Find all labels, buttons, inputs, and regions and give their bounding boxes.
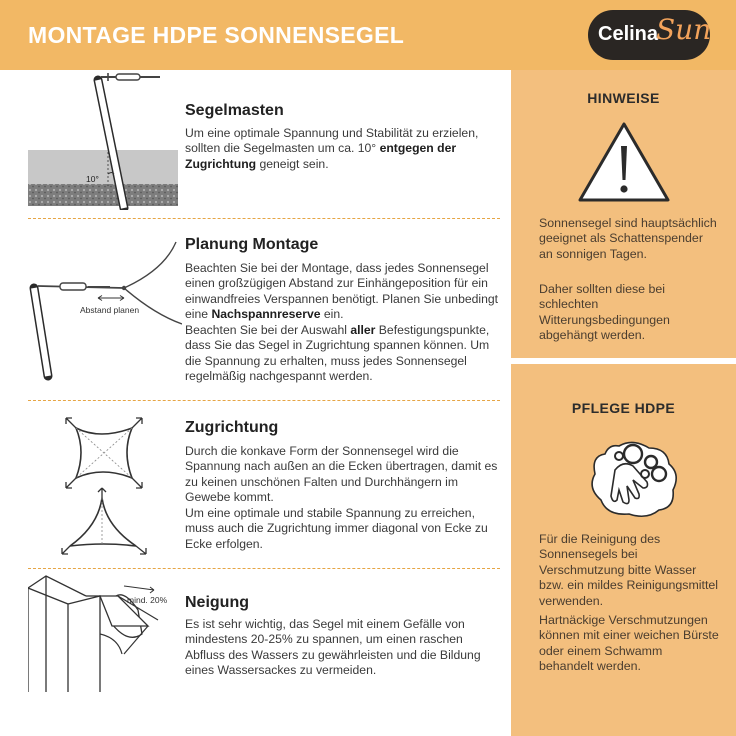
section-title-neigung: Neigung: [185, 594, 249, 611]
section-title-planung: Planung Montage: [185, 236, 319, 253]
logo-text-celina: Celina: [598, 23, 659, 45]
tension-direction-illustration: [60, 412, 150, 564]
pflege-title: PFLEGE HDPE: [571, 400, 676, 416]
section-divider: [28, 218, 500, 219]
section-title-segelmasten: Segelmasten: [185, 102, 284, 119]
section-text-segelmasten: Um eine optimale Spannung und Stabilität zu erzielen, sollten die Segelmasten um ca. 10° entgegen der Zugrichtung geneigt sein.: [185, 126, 479, 171]
section-text-planung-2: Beachten Sie bei der Auswahl aller Befestigungspunkte, dass Sie das Segel in Zugrichtung spannen können. Um die Spannung zu erhalten, muss jedes Sonnensegel regelmäßig nachgespannt werden.: [185, 323, 490, 383]
brand-logo: [588, 10, 710, 60]
distance-label: Abstand planen: [80, 305, 140, 315]
slope-illustration: [28, 574, 180, 694]
section-divider: [28, 400, 500, 401]
warning-triangle-icon: [576, 120, 672, 206]
section-text-planung-1: Beachten Sie bei der Montage, dass jedes Sonnensegel einen großzügigen Abstand zur Einhängeposition für ein einwandfreies Verspannen benötigt. Planen Sie unbedingt eine Nachspannreserve ein.: [185, 261, 499, 321]
section-divider: [28, 568, 500, 569]
washing-hand-icon: [585, 430, 681, 522]
section-text-zugrichtung-1: Durch die konkave Form der Sonnensegel wird die Spannung nach außen an die Ecken übertragen, damit es zu keinen unschönen Falten und Durchhängern im Gewebe kommt.: [185, 444, 498, 504]
sidebar: [511, 70, 736, 736]
slope-label: mind. 20%: [127, 595, 168, 605]
logo-text-sun: Sun: [656, 13, 712, 46]
header-bar: [0, 0, 736, 70]
section-title-zugrichtung: Zugrichtung: [185, 419, 279, 436]
pflege-paragraph-1: Für die Reinigung des Sonnensegels bei Verschmutzung bitte Wasser bzw. ein mildes Reinigungsmittel verwenden.: [539, 532, 719, 608]
section-text-zugrichtung-2: Um eine optimale und stabile Spannung zu erreichen, muss auch die Zugrichtung immer diagonal von Ecke zu Ecke erfolgen.: [185, 506, 488, 551]
hinweise-paragraph-2: Daher sollten diese bei schlechten Witterungsbedingungen abgehängt werden.: [539, 282, 670, 343]
section-text-neigung: Es ist sehr wichtig, das Segel mit einem Gefälle von mindestens 20-25% zu spannen, um einen raschen Abfluss des Wassers zu gewährleisten und die Bildung eines Wassersackes zu vermeiden.: [185, 617, 481, 677]
page-title: MONTAGE HDPE SONNENSEGEL: [28, 22, 405, 48]
hinweise-title: HINWEISE: [587, 90, 660, 106]
mast-angle-label: 10°: [86, 174, 99, 184]
sidebar-divider: [511, 358, 736, 364]
hinweise-paragraph-1: Sonnensegel sind hauptsächlich geeignet als Schattenspender an sonnigen Tagen.: [539, 216, 717, 261]
mast-tilt-illustration: [28, 68, 178, 210]
pflege-paragraph-2: Hartnäckige Verschmutzungen können mit einer weichen Bürste oder einem Schwamm behandelt werden.: [539, 613, 719, 674]
planning-illustration: [24, 236, 182, 386]
